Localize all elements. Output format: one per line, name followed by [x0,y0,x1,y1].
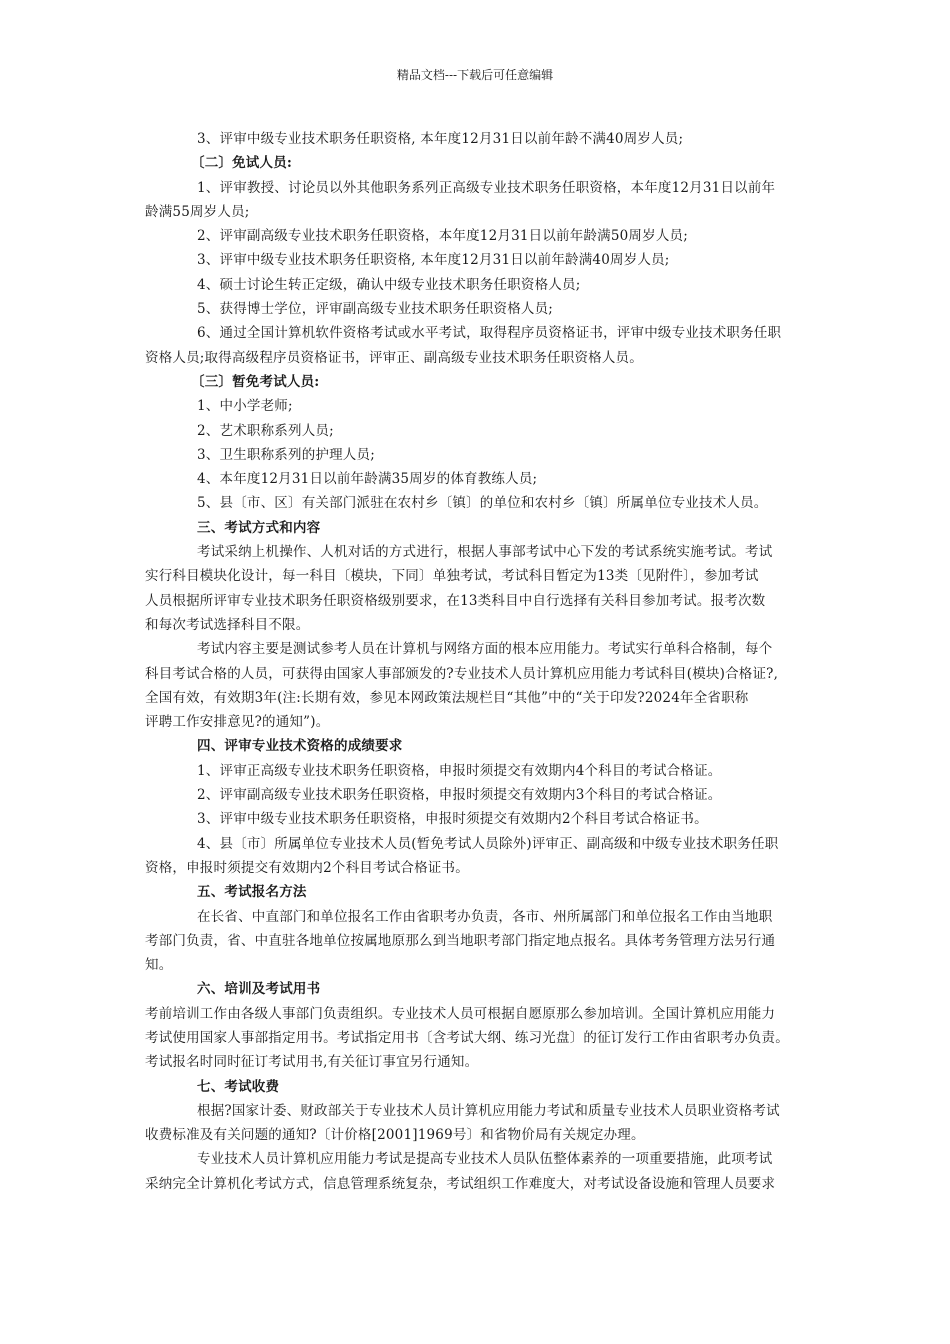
subsection-heading: 〔三〕暂免考试人员: [191,373,320,390]
paragraph-line: 考部门负责，省、中直驻各地单位按属地原那么到当地职考部门指定地点报名。具体考务管理方法另行通 [145,932,776,949]
section-heading: 四、评审专业技术资格的成绩要求 [197,738,403,755]
paragraph-line: 3、评审中级专业技术职务任职资格，申报时须提交有效期内2个科目考试合格证书。 [197,811,708,828]
section-heading: 七、考试收费 [197,1078,280,1095]
paragraph-line: 6、通过全国计算机软件资格考试或水平考试，取得程序员资格证书，评审中级专业技术职务任职 [197,325,782,342]
paragraph-line: 考试报名时同时征订考试用书,有关征订事宜另行通知。 [145,1054,479,1071]
page-header: 精品文档---下载后可任意编辑 [396,68,554,82]
paragraph-line: 考前培训工作由各级人事部门负责组织。专业技术人员可根据自愿原那么参加培训。全国计算机应用能力 [145,1005,776,1022]
paragraph-line: 专业技术人员计算机应用能力考试是提高专业技术人员队伍整体素养的一项重要措施，此项考试 [197,1151,773,1168]
paragraph-line: 评聘工作安排意见?的通知”)。 [145,714,330,731]
paragraph-line: 3、评审中级专业技术职务任职资格, 本年度12月31日以前年龄满40周岁人员; [197,252,670,269]
paragraph-line: 1、评审教授、讨论员以外其他职务系列正高级专业技术职务任职资格，本年度12月31日以前年 [197,179,776,196]
paragraph-line: 2、评审副高级专业技术职务任职资格，申报时须提交有效期内3个科目的考试合格证。 [197,787,722,804]
paragraph-line: 4、硕士讨论生转正定级，确认中级专业技术职务任职资格人员; [197,276,581,293]
paragraph-line: 3、卫生职称系列的护理人员; [197,446,375,463]
paragraph-line: 龄满55周岁人员; [145,203,250,220]
paragraph-line: 2、评审副高级专业技术职务任职资格，本年度12月31日以前年龄满50周岁人员; [197,228,688,245]
section-heading: 五、考试报名方法 [197,884,307,901]
document-body [145,127,810,1196]
paragraph-line: 4、本年度12月31日以前年龄满35周岁的体育教练人员; [197,471,538,488]
paragraph-line: 考试使用国家人事部指定用书。考试指定用书〔含考试大纲、练习光盘〕的征订发行工作由省职考办负责。 [145,1029,789,1046]
subsection-heading: 〔二〕免试人员: [191,155,293,172]
paragraph-line: 实行科目模块化设计，每一科目〔模块，下同〕单独考试，考试科目暂定为13类〔见附件〕，参加考试 [145,568,759,585]
paragraph-line: 5、获得博士学位，评审副高级专业技术职务任职资格人员; [197,301,554,318]
section-heading: 六、培训及考试用书 [197,981,321,998]
paragraph-line: 和每次考试选择科目不限。 [145,616,310,633]
paragraph-line: 全国有效，有效期3年(注:长期有效，参见本网政策法规栏目“其他”中的“关于印发?2024年全省职称 [145,689,749,706]
paragraph-line: 知。 [145,957,173,974]
paragraph-line: 1、评审正高级专业技术职务任职资格，申报时须提交有效期内4个科目的考试合格证。 [197,762,722,779]
paragraph-line: 资格人员;取得高级程序员资格证书，评审正、副高级专业技术职务任职资格人员。 [145,349,643,366]
paragraph-line: 5、县〔市、区〕有关部门派驻在农村乡〔镇〕的单位和农村乡〔镇〕所属单位专业技术人员。 [197,495,768,512]
paragraph-line: 考试采纳上机操作、人机对话的方式进行，根据人事部考试中心下发的考试系统实施考试。考试 [197,544,773,561]
paragraph-line: 采纳完全计算机化考试方式，信息管理系统复杂，考试组织工作难度大，对考试设备设施和管理人员要求 [145,1175,776,1192]
paragraph-line: 人员根据所评审专业技术职务任职资格级别要求，在13类科目中自行选择有关科目参加考试。报考次数 [145,592,766,609]
paragraph-line: 2、艺术职称系列人员; [197,422,334,439]
paragraph-line: 资格，申报时须提交有效期内2个科目考试合格证书。 [145,859,469,876]
paragraph-line: 科目考试合格的人员，可获得由国家人事部颁发的?专业技术人员计算机应用能力考试科目(模块)合格证?, [145,665,779,682]
paragraph-line: 收费标准及有关问题的通知?〔计价格[2001]1969号〕和省物价局有关规定办理。 [145,1127,645,1144]
paragraph-line: 根据?国家计委、财政部关于专业技术人员计算机应用能力考试和质量专业技术人员职业资格考试 [197,1102,780,1119]
paragraph-line: 考试内容主要是测试参考人员在计算机与网络方面的根本应用能力。考试实行单科合格制，每个 [197,641,773,658]
paragraph-line: 在长省、中直部门和单位报名工作由省职考办负责，各市、州所属部门和单位报名工作由当地职 [197,908,773,925]
paragraph-line: 1、中小学老师; [197,398,293,415]
section-heading: 三、考试方式和内容 [197,519,321,536]
paragraph-line: 3、评审中级专业技术职务任职资格, 本年度12月31日以前年龄不满40周岁人员; [197,131,684,147]
paragraph-line: 4、县〔市〕所属单位专业技术人员(暂免考试人员除外)评审正、副高级和中级专业技术职务任职 [197,835,779,852]
